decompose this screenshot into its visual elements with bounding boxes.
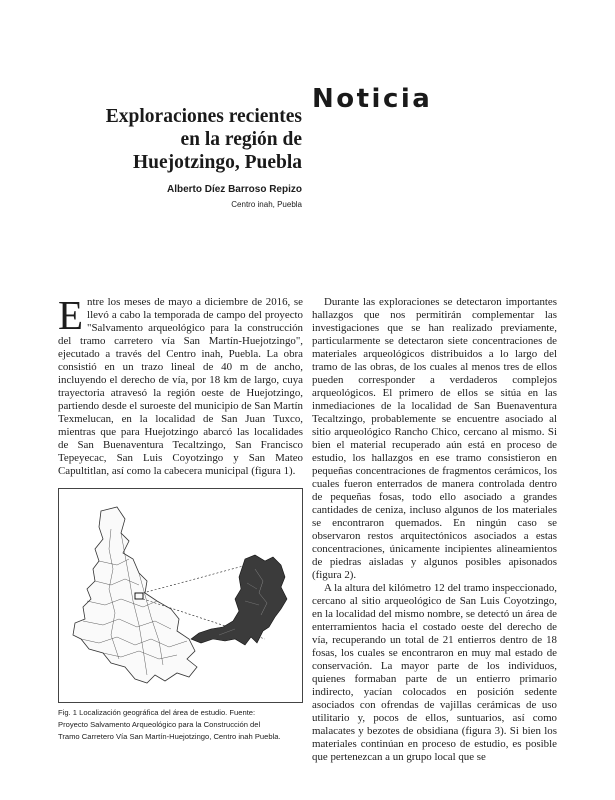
intro-text: ntre los meses de mayo a diciembre de 2016, se llevó a cabo la temporada de campo del proyecto "Salvamento arqueológico para la construcción del tramo carretero vía San Martín-Huejotzingo", ejecutado a través del Centro inah, Puebla. La obra consistió en un trazo lineal de 40 m de ancho, incluyendo el derecho de vía, por 18 km de largo, cuya trayectoria atravesó la región oeste de Huejotzingo, partiendo desde el suroeste del municipio de San Martín Texmelucan, en la localidad de San Juan Tuxco, mientras que para Huejotzingo abarcó las localidades de San Buenaventura Tecaltzingo, San Francisco Tepeyecac, San Luis Coyotzingo y San Mateo Capultitlan, así como la cabecera municipal (figura 1). [58, 296, 303, 477]
figure-caption [58, 707, 308, 744]
title-line: Exploraciones recientes [105, 106, 302, 127]
caption-line: Fig. 1 Localización geográfica del área de estudio. Fuente: [58, 708, 256, 717]
caption-line: Tramo Carretero Vía San Martín-Huejotzingo, Centro inah Puebla. [58, 732, 281, 742]
drop-cap: E [58, 292, 84, 338]
enlarged-study-area [191, 555, 287, 645]
intro-paragraph [58, 292, 303, 478]
body-paragraph: A la altura del kilómetro 12 del tramo inspeccionado, cercano al sitio arqueológico de San Luis Coyotzingo, en la localidad del mismo nombre, se detectó un área de enterramientos hacia el costado oeste del derecho de vía, recuperando un total de 21 entierros dentro de 18 fosas, los cuales se encontraron en muy mal estado de conservación. La mayor parte de los individuos, quienes formaban parte de un entierro primario indirecto, yacían colocados en posición sedente asociados con ofrendas de vajillas cerámicas de uso utilitario y, pocos de ellos, suntuarios, así como malacates y bezotes de obsidiana (figura 3). Si bien los materiales continúan en proceso de estudio, es posible que pertenezcan a un grupo local que se [312, 582, 557, 763]
title-line: en la región de [180, 129, 302, 150]
location-map-graphic [59, 489, 302, 702]
article-title [106, 105, 302, 174]
caption-line: Proyecto Salvamento Arqueológico para la Construcción del [58, 720, 261, 730]
title-line: Huejotzingo, Puebla [133, 152, 302, 173]
body-paragraph: Durante las exploraciones se detectaron importantes hallazgos que nos permitirán complementar las investigaciones que se han realizado previamente, particularmente se detectaron siete concentraciones de materiales arqueológicos distribuidos a lo largo del tramo de las obras, de los cuales al menos tres de ellos pueden corresponder a verdaderos complejos arqueológicos. El primero de ellos se sitúa en las inmediaciones de la localidad de San Buenaventura Tecaltzingo, probablemente se encuentre asociado al sitio arqueológico Rancho Chico, cercano al mismo. Si bien el material recuperado aún está en proceso de estudio, los hallazgos en ese tramo consistieron en pequeñas concentraciones de fragmentos cerámicos, los cuales fueron enterrados de manera controlada dentro de pequeñas fosas, todo ello asociado a grandes cantidades de ceniza, incluso algunos de los materiales se encontraron quemados. En ningún caso se observaron restos arquitectónicos asociados a estas concentraciones, únicamente incipientes alineamientos de piedras aisladas y algunos posibles apisonados (figura 2). [312, 296, 557, 581]
author-name: Alberto Díez Barroso Repizo [166, 184, 302, 195]
figure-1-map [58, 488, 303, 703]
author-affiliation: Centro inah, Puebla [231, 200, 302, 209]
right-column [312, 296, 557, 763]
section-label: Noticia [312, 84, 433, 114]
left-column [58, 292, 303, 478]
